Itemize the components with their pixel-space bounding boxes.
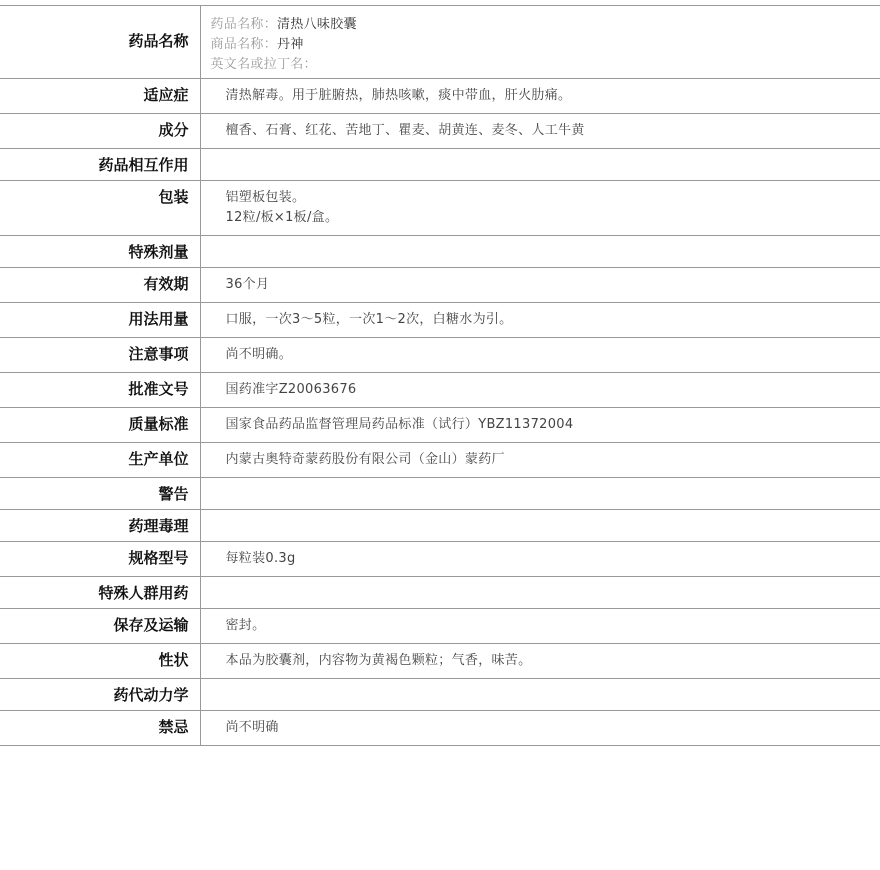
- packaging-line: 铝塑板包装。: [225, 190, 306, 205]
- row-value: 尚不明确。: [225, 347, 293, 362]
- row-label: 警告: [0, 478, 200, 510]
- english-name-line: [211, 55, 871, 75]
- row-value: 内蒙古奥特奇蒙药股份有限公司（金山）蒙药厂: [225, 452, 505, 467]
- table-row-ingredients: [0, 114, 880, 149]
- table-row-warning: [0, 478, 880, 510]
- row-value: [200, 149, 880, 181]
- row-label: 禁忌: [0, 711, 200, 746]
- row-label: 用法用量: [0, 303, 200, 338]
- row-label: 特殊人群用药: [0, 577, 200, 609]
- table-row-manufacturer: [0, 443, 880, 478]
- table-row-storage: [0, 609, 880, 644]
- row-label: 注意事项: [0, 338, 200, 373]
- table-row-interactions: [0, 149, 880, 181]
- row-value: 36个月: [225, 277, 270, 292]
- trade-name-label: 商品名称：: [210, 37, 278, 52]
- row-label: 成分: [0, 114, 200, 149]
- row-value: [200, 236, 880, 268]
- row-label: 批准文号: [0, 373, 200, 408]
- table-row-contraindications: [0, 711, 880, 746]
- trade-name-line: [211, 35, 871, 55]
- table-row-special-populations: [0, 577, 880, 609]
- row-label: 有效期: [0, 268, 200, 303]
- table-row-special-dosage: [0, 236, 880, 268]
- row-label: 药品相互作用: [0, 149, 200, 181]
- drug-name-line: [211, 15, 871, 35]
- row-value: 国药准字Z20063676: [225, 382, 357, 397]
- table-row-indications: [0, 79, 880, 114]
- table-row-precautions: [0, 338, 880, 373]
- table-row-description: [0, 644, 880, 679]
- table-row-specification: [0, 542, 880, 577]
- table-row-expiry: [0, 268, 880, 303]
- row-value: 密封。: [225, 618, 266, 633]
- trade-name-value: 丹神: [277, 37, 304, 52]
- row-label: 适应症: [0, 79, 200, 114]
- row-value: [200, 510, 880, 542]
- row-label: 特殊剂量: [0, 236, 200, 268]
- row-value: 口服，一次3～5粒，一次1～2次，白糖水为引。: [225, 312, 513, 327]
- table-row-drug-name: [0, 6, 880, 79]
- row-value: 国家食品药品监督管理局药品标准（试行）YBZ11372004: [225, 417, 574, 432]
- row-value: 清热解毒。用于脏腑热，肺热咳嗽，痰中带血，肝火肋痛。: [225, 88, 572, 103]
- row-label: 药代动力学: [0, 679, 200, 711]
- row-label: 药品名称: [0, 6, 200, 79]
- row-value: [200, 181, 880, 236]
- table-row-quality-standard: [0, 408, 880, 443]
- table-row-dosage: [0, 303, 880, 338]
- row-value: [200, 679, 880, 711]
- name-details: [200, 6, 880, 79]
- english-name-label: 英文名或拉丁名：: [210, 57, 317, 72]
- row-label: 性状: [0, 644, 200, 679]
- row-label: 药理毒理: [0, 510, 200, 542]
- row-value: 尚不明确: [225, 720, 279, 735]
- row-value: 檀香、石膏、红花、苦地丁、瞿麦、胡黄连、麦冬、人工牛黄: [225, 123, 585, 138]
- row-label: 生产单位: [0, 443, 200, 478]
- packaging-line: 12粒/板×1板/盒。: [225, 210, 339, 225]
- table-row-pharmacology: [0, 510, 880, 542]
- row-value: 本品为胶囊剂，内容物为黄褐色颗粒；气香，味苦。: [225, 653, 532, 668]
- drug-name-value: 清热八味胶囊: [277, 17, 357, 32]
- table-row-packaging: [0, 181, 880, 236]
- row-label: 规格型号: [0, 542, 200, 577]
- drug-info-table: [0, 5, 880, 746]
- drug-name-label: 药品名称：: [210, 17, 278, 32]
- row-value: 每粒装0.3g: [225, 551, 296, 566]
- table-row-pharmacokinetics: [0, 679, 880, 711]
- row-value: [200, 478, 880, 510]
- row-value: [200, 577, 880, 609]
- row-label: 质量标准: [0, 408, 200, 443]
- row-label: 包装: [0, 181, 200, 236]
- table-row-approval-number: [0, 373, 880, 408]
- row-label: 保存及运输: [0, 609, 200, 644]
